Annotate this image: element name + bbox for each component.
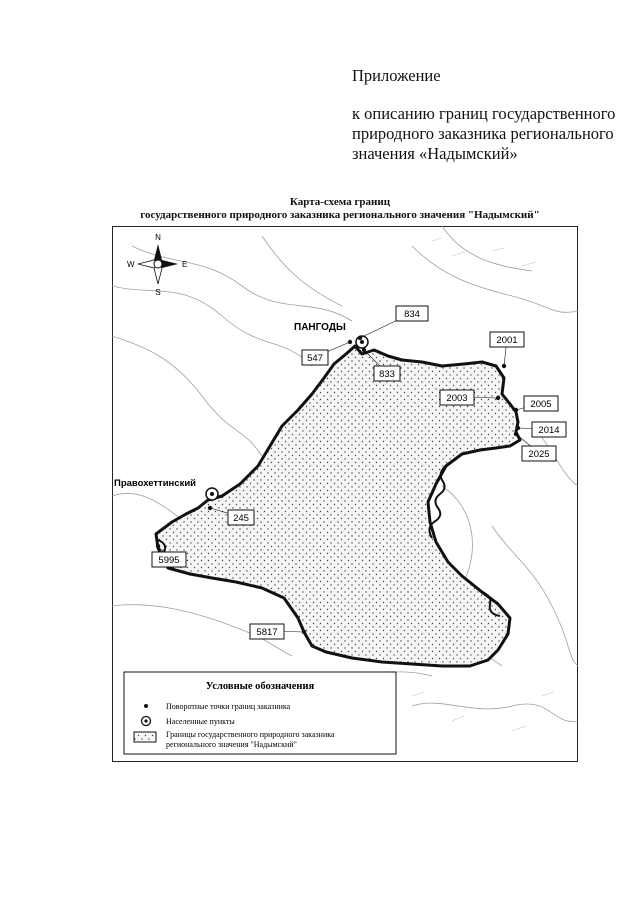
boundary-point-marker xyxy=(502,364,506,368)
compass-s-label: S xyxy=(155,288,161,297)
boundary-point-label: 2014 xyxy=(538,425,560,436)
boundary-point-marker xyxy=(514,408,518,412)
legend-title: Условные обозначения xyxy=(205,681,315,692)
appendix-text-line-2: природного заказника регионального xyxy=(352,124,614,143)
legend-boundary-icon xyxy=(134,732,156,742)
boundary-point-label: 833 xyxy=(379,369,395,380)
boundary-point-label: 2003 xyxy=(446,393,468,404)
boundary-point-marker xyxy=(514,432,518,436)
compass-e-label: E xyxy=(182,260,188,269)
settlement-label-pravokhettinsky: Правохеттинский xyxy=(114,478,197,489)
map-title-line-2: государственного природного заказника регионального значения "Надымский" xyxy=(140,209,540,221)
boundary-point-marker xyxy=(362,348,366,352)
boundary-point-marker xyxy=(358,336,362,340)
settlement-label-pangody: ПАНГОДЫ xyxy=(294,322,346,333)
legend-item-boundary-line1: Границы государственного природного заказника xyxy=(166,730,335,739)
boundary-point-label: 5817 xyxy=(256,627,278,638)
boundary-point-marker xyxy=(208,506,212,510)
appendix-caption xyxy=(352,66,632,164)
boundary-point-label: 245 xyxy=(233,513,249,524)
legend-item-settlements: Населенные пункты xyxy=(166,717,235,726)
map-title-line-1: Карта-схема границ xyxy=(289,196,391,208)
legend-item-boundary-line2: регионального значения "Надымский" xyxy=(166,740,297,749)
boundary-point-marker xyxy=(496,396,500,400)
boundary-point-marker xyxy=(302,630,306,634)
boundary-point-label: 834 xyxy=(404,309,420,320)
compass-n-label: N xyxy=(155,233,161,242)
legend-item-points: Поворотные точки границ заказника xyxy=(166,702,291,711)
map-figure xyxy=(112,226,578,762)
compass-w-label: W xyxy=(127,260,135,269)
boundary-point-marker xyxy=(516,426,520,430)
boundary-point-marker xyxy=(348,340,352,344)
boundary-point-label: 5995 xyxy=(158,555,180,566)
legend xyxy=(124,672,396,754)
boundary-point-label: 547 xyxy=(307,353,323,364)
appendix-text-line-3: значения «Надымский» xyxy=(352,144,518,163)
boundary-point-label: 2025 xyxy=(528,449,550,460)
appendix-heading: Приложение xyxy=(352,66,441,85)
boundary-point-marker xyxy=(156,544,160,548)
map-title xyxy=(100,196,580,222)
legend-point-icon xyxy=(144,704,148,708)
boundary-point-label: 2005 xyxy=(530,399,552,410)
appendix-text-line-1: к описанию границ государственного xyxy=(352,104,616,123)
boundary-point-label: 2001 xyxy=(496,335,518,346)
